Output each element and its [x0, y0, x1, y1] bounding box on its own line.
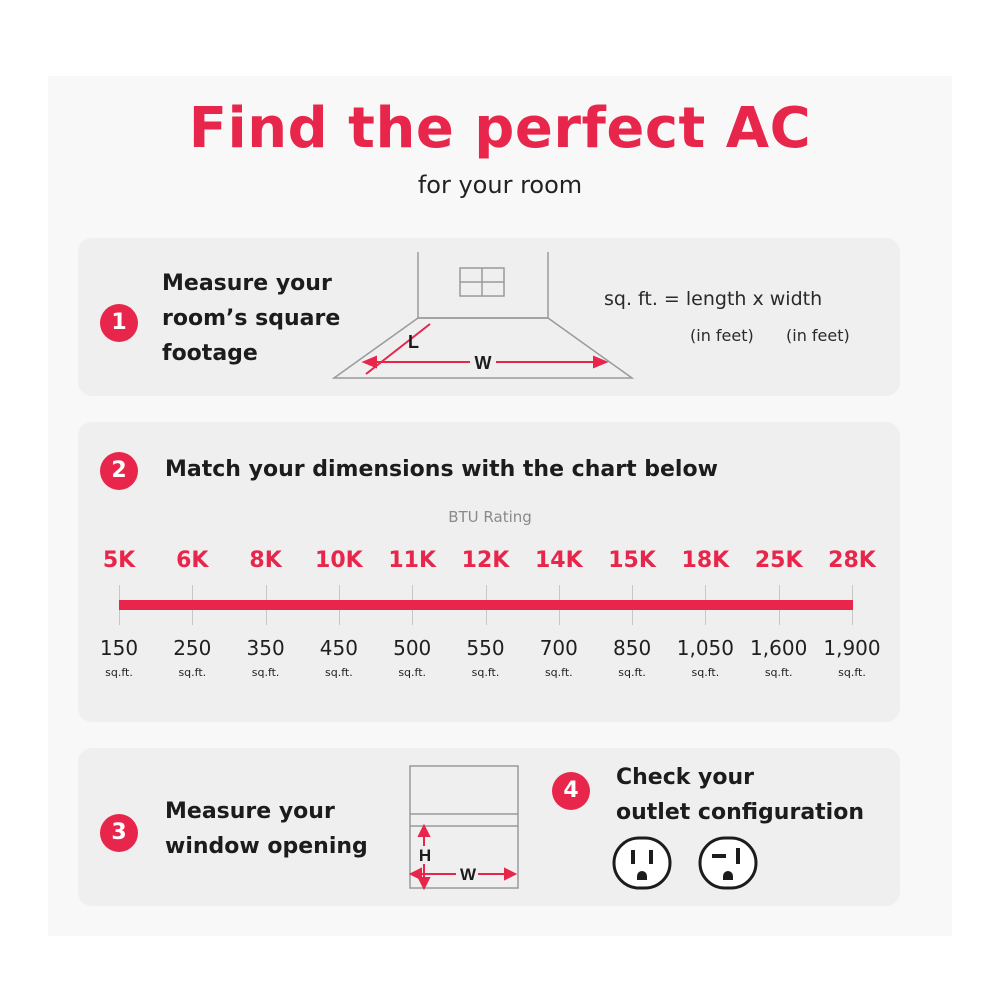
page-title: Find the perfect AC [188, 96, 812, 161]
btu-rating-label: 6K [176, 548, 209, 573]
step-2-heading: Match your dimensions with the chart below [165, 457, 718, 482]
square-feet-unit: sq.ft. [178, 666, 207, 679]
step-1-text [162, 266, 340, 371]
diagram-length-label: L [408, 332, 419, 352]
btu-axis-label: BTU Rating [448, 508, 532, 526]
step-1-number: 1 [100, 304, 138, 342]
square-feet-value: 1,900 [823, 636, 881, 660]
square-feet-value: 550 [466, 636, 505, 660]
horizontal-slot-outlet-icon [698, 836, 758, 890]
step-3-text [165, 794, 368, 864]
square-feet-value: 700 [539, 636, 578, 660]
square-feet-unit: sq.ft. [325, 666, 353, 679]
square-feet-value: 500 [393, 636, 432, 660]
square-feet-unit: sq.ft. [251, 666, 280, 679]
square-feet-value: 1,600 [750, 636, 808, 660]
btu-scale-bar [119, 600, 853, 610]
square-feet-unit: sq.ft. [764, 666, 793, 679]
diagram-width-label: W [474, 353, 492, 373]
btu-rating-label: 14K [534, 548, 583, 573]
length-unit: (in feet) [690, 326, 754, 345]
square-feet-value: 150 [99, 636, 139, 660]
btu-rating-label: 15K [608, 548, 656, 573]
window-width-label: W [459, 865, 477, 884]
btu-rating-label: 25K [754, 548, 803, 573]
square-feet-value: 250 [173, 636, 212, 660]
square-feet-unit: sq.ft. [471, 666, 500, 679]
step-3-line-2: window opening [165, 834, 368, 859]
square-feet-unit: sq.ft. [838, 666, 866, 679]
room-diagram [330, 248, 640, 388]
width-unit: (in feet) [786, 326, 850, 345]
window-height-label: H [418, 846, 432, 865]
window-diagram [408, 764, 522, 892]
btu-rating-label: 8K [249, 548, 282, 573]
square-feet-unit: sq.ft. [544, 666, 573, 679]
page-subtitle: for your room [417, 171, 583, 199]
step-1-line-3: footage [162, 341, 258, 366]
square-feet-unit: sq.ft. [691, 666, 720, 679]
btu-rating-label: 11K [388, 548, 437, 573]
btu-rating-label: 5K [102, 548, 136, 573]
square-feet-value: 350 [246, 636, 285, 660]
btu-rating-label: 12K [461, 548, 510, 573]
step-4-text [616, 760, 864, 830]
square-feet-unit: sq.ft. [398, 666, 427, 679]
step-2-number: 2 [100, 452, 138, 490]
standard-outlet-icon [612, 836, 672, 890]
step-4-line-2: outlet configuration [616, 800, 864, 825]
square-feet-value: 450 [319, 636, 358, 660]
square-feet-unit: sq.ft. [618, 666, 646, 679]
step-4-number: 4 [552, 772, 590, 810]
step-4-line-1: Check your [616, 765, 755, 790]
step-3-number: 3 [100, 814, 138, 852]
btu-rating-label: 10K [315, 548, 363, 573]
step-1-line-1: Measure your [162, 271, 332, 296]
square-feet-value: 850 [613, 636, 652, 660]
btu-rating-label: 28K [828, 548, 876, 573]
square-feet-unit: sq.ft. [105, 666, 133, 679]
btu-rating-label: 18K [681, 548, 730, 573]
step-3-line-1: Measure your [165, 799, 335, 824]
square-feet-value: 1,050 [676, 636, 735, 660]
step-1-line-2: room’s square [162, 306, 341, 331]
square-footage-formula: sq. ft. = length x width [604, 288, 823, 310]
